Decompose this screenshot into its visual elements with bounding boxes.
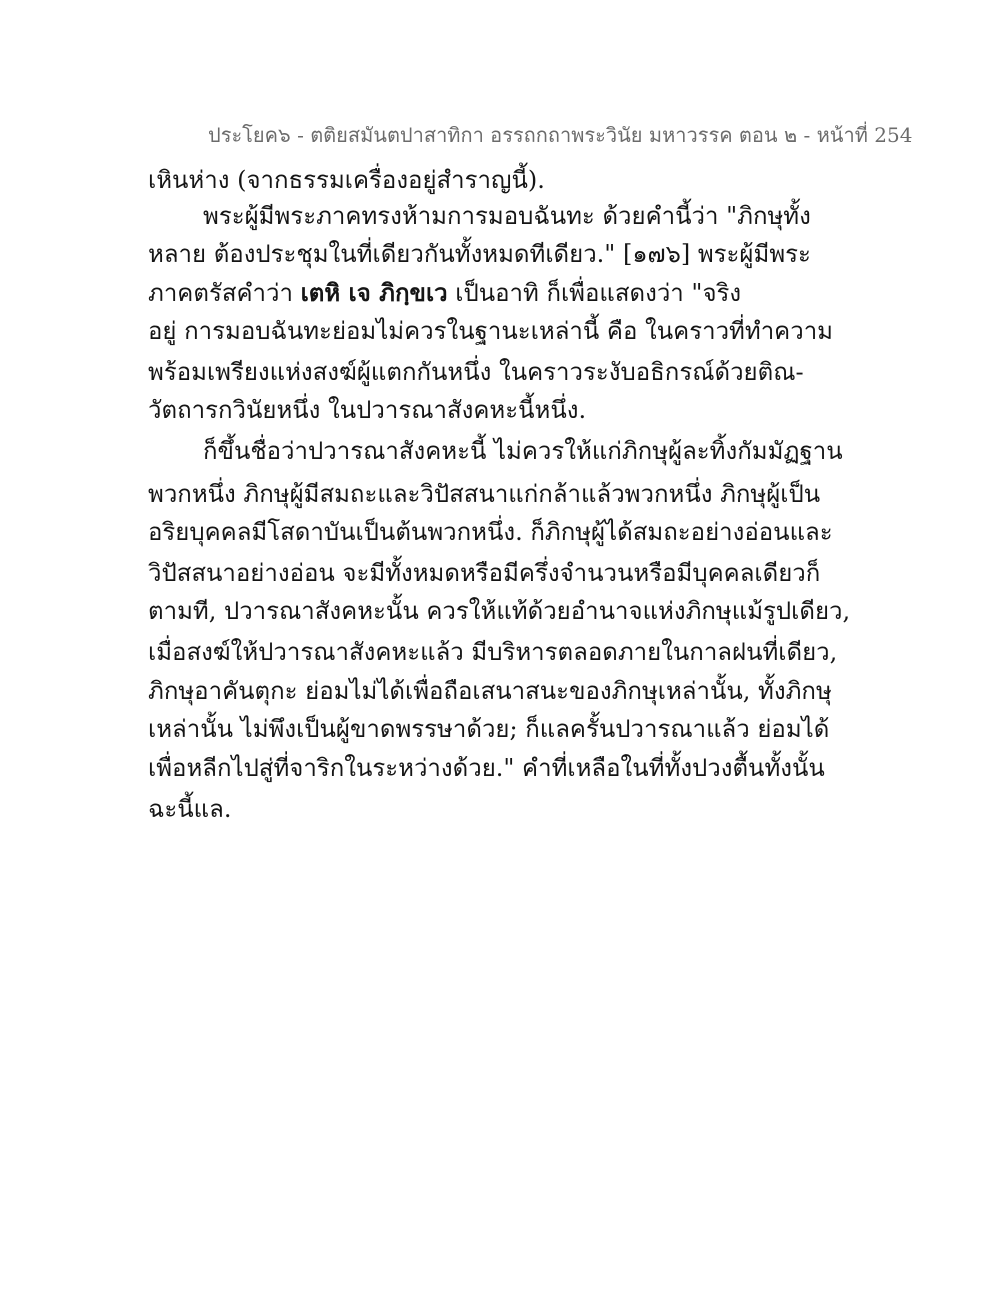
body-line: ฉะนี้แล. (148, 795, 232, 823)
body-text: ภาคตรัสคำว่า (148, 279, 301, 307)
body-line: พวกหนึ่ง ภิกษุผู้มีสมถะและวิปัสสนาแก่กล้าแล้วพวกหนึ่ง ภิกษุผู้เป็น (148, 480, 821, 508)
body-line: ภิกษุอาคันตุกะ ย่อมไม่ได้เพื่อถือเสนาสนะของภิกษุเหล่านั้น, ทั้งภิกษุ (148, 677, 832, 705)
body-line: เหินห่าง (จากธรรมเครื่องอยู่สำราญนี้). (148, 166, 545, 194)
body-line: ก็ขึ้นชื่อว่าปวารณาสังคหะนี้ ไม่ควรให้แก่ภิกษุผู้ละทิ้งกัมมัฏฐาน (203, 437, 843, 465)
body-line: วิปัสสนาอย่างอ่อน จะมีทั้งหมดหรือมีครึ่งจำนวนหรือมีบุคคลเดียวก็ (148, 559, 821, 587)
body-line: ตามที, ปวารณาสังคหะนั้น ควรให้แท้ด้วยอำนาจแห่งภิกษุแม้รูปเดียว, (148, 597, 851, 625)
body-line: พระผู้มีพระภาคทรงห้ามการมอบฉันทะ ด้วยคำนี้ว่า "ภิกษุทั้ง (203, 202, 811, 230)
body-line: อยู่ การมอบฉันทะย่อมไม่ควรในฐานะเหล่านี้ คือ ในคราวที่ทำความ (148, 317, 833, 345)
body-line: เหล่านั้น ไม่พึงเป็นผู้ขาดพรรษาด้วย; ก็แลครั้นปวารณาแล้ว ย่อมได้ (148, 715, 830, 743)
body-line: เพื่อหลีกไปสู่ที่จาริกในระหว่างด้วย." คำที่เหลือในที่ทั้งปวงตื้นทั้งนั้น (148, 754, 825, 782)
body-line: หลาย ต้องประชุมในที่เดียวกันทั้งหมดทีเดียว." [๑๗๖] พระผู้มีพระ (148, 240, 811, 268)
body-line: วัตถารกวินัยหนึ่ง ในปวารณาสังคหะนี้หนึ่ง. (148, 396, 587, 424)
pali-term: เตหิ เจ ภิกฺขเว (300, 278, 448, 307)
body-line: อริยบุคคลมีโสดาบันเป็นต้นพวกหนึ่ง. ก็ภิกษุผู้ได้สมถะอย่างอ่อนและ (148, 518, 833, 546)
running-header: ประโยค๖ - ตติยสมันตปาสาทิกา อรรถกถาพระวินัย มหาวรรค ตอน ๒ - หน้าที่ 254 (208, 123, 913, 147)
body-line-with-pali (148, 276, 741, 310)
body-text: เป็นอาทิ ก็เพื่อแสดงว่า "จริง (447, 279, 742, 307)
body-line: พร้อมเพรียงแห่งสงฆ์ผู้แตกกันหนึ่ง ในคราวระงับอธิกรณ์ด้วยติณ- (148, 358, 804, 386)
body-line: เมื่อสงฆ์ให้ปวารณาสังคหะแล้ว มีบริหารตลอดภายในกาลฝนที่เดียว, (148, 638, 838, 666)
